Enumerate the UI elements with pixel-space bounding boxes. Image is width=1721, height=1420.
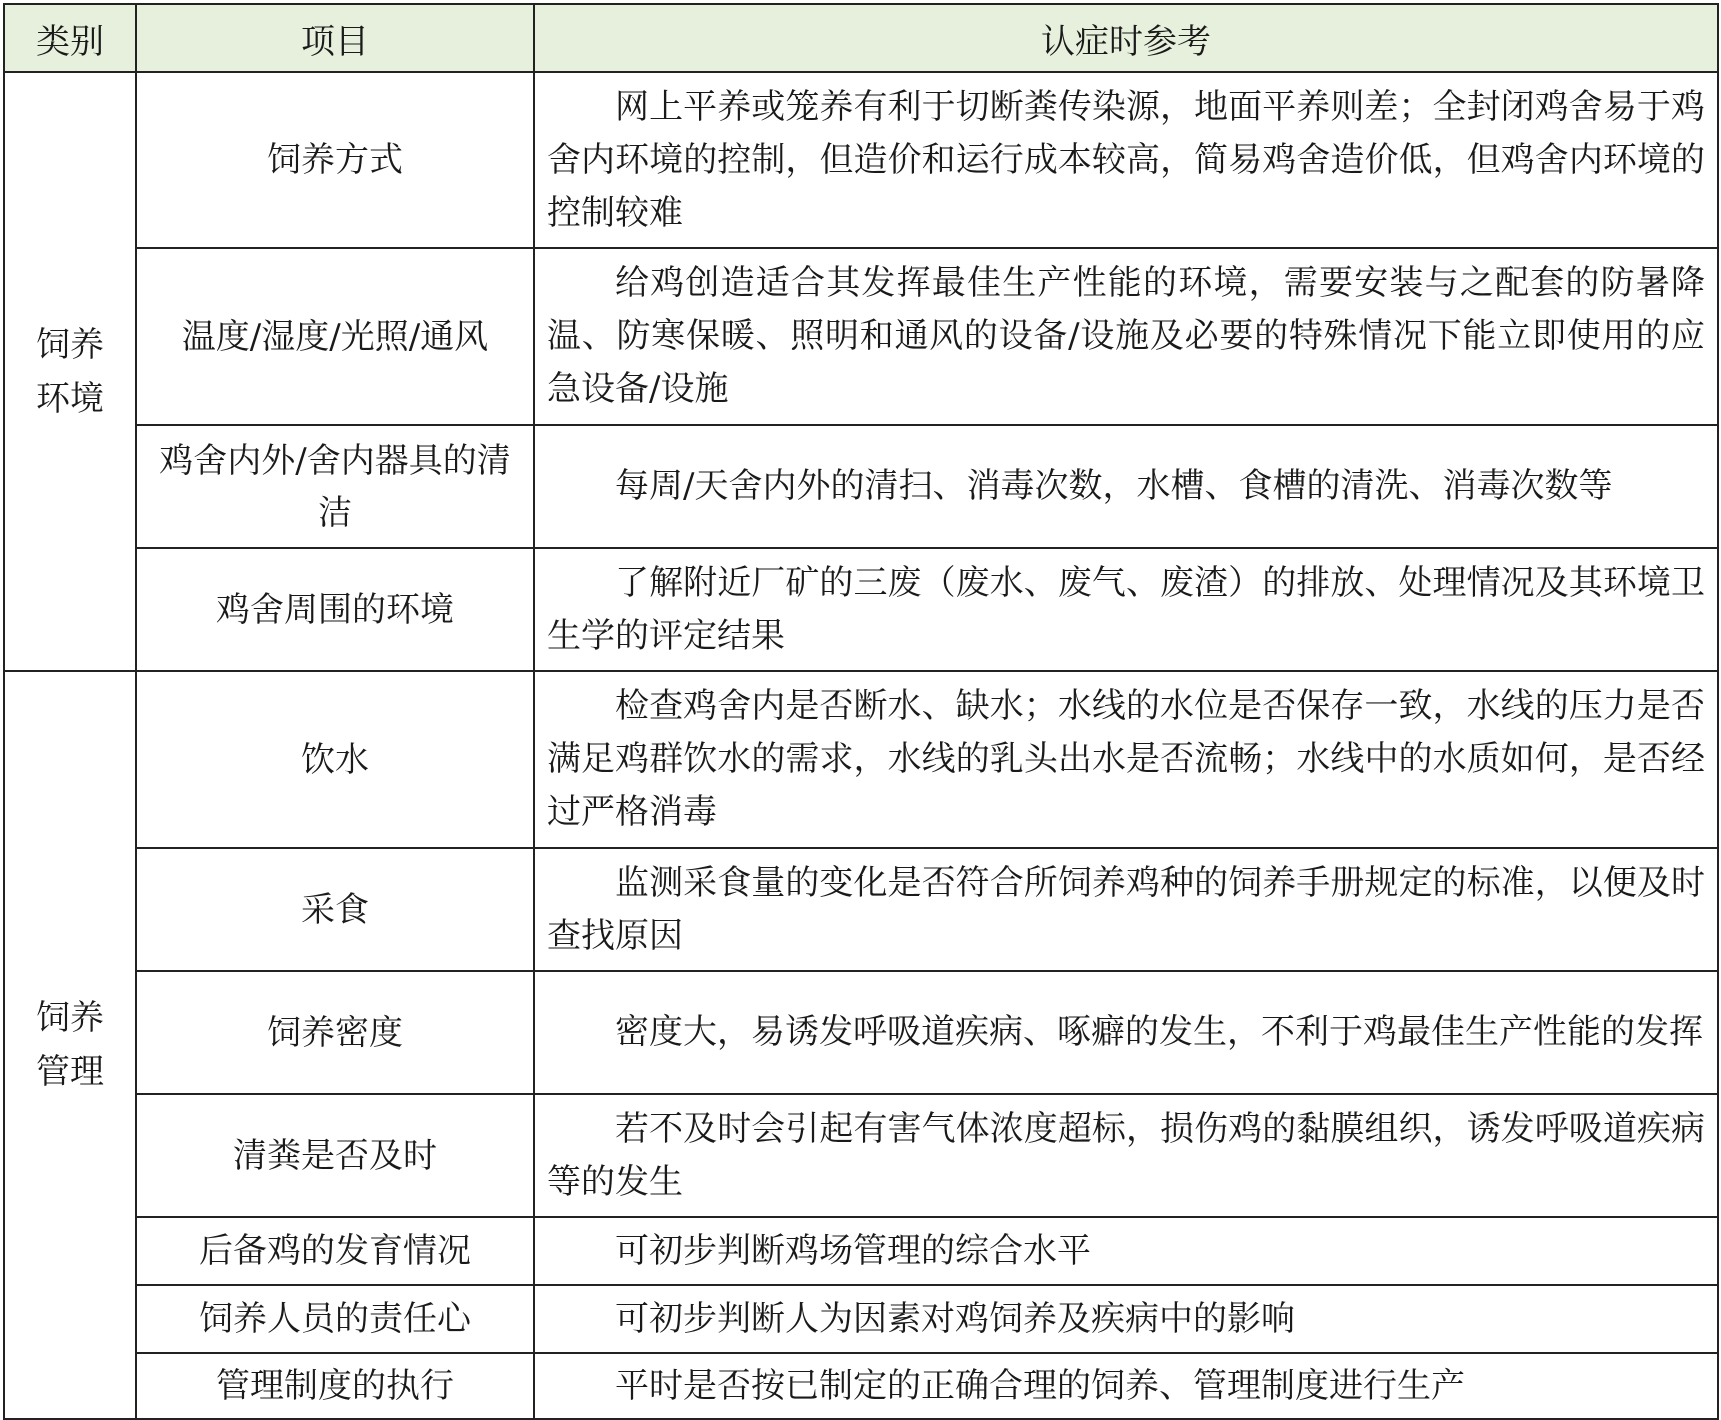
reference-cell bbox=[534, 72, 1718, 248]
reference-cell bbox=[534, 425, 1718, 548]
item-cell: 鸡舍内外/舍内器具的清洁 bbox=[136, 425, 534, 548]
reference-table bbox=[3, 3, 1719, 1420]
reference-text: 若不及时会引起有害气体浓度超标，损伤鸡的黏膜组织，诱发呼吸道疾病等的发生 bbox=[547, 1108, 1705, 1202]
reference-text: 给鸡创造适合其发挥最佳生产性能的环境，需要安装与之配套的防暑降温、防寒保暖、照明和通风的设备/设施及必要的特殊情况下能立即使用的应急设备/设施 bbox=[547, 263, 1705, 409]
item-cell: 饮水 bbox=[136, 671, 534, 848]
table-row bbox=[4, 971, 1718, 1094]
item-cell: 饲养密度 bbox=[136, 971, 534, 1094]
item-cell: 采食 bbox=[136, 848, 534, 971]
table-row bbox=[4, 1285, 1718, 1353]
table-row bbox=[4, 248, 1718, 425]
table-row bbox=[4, 848, 1718, 971]
item-cell: 温度/湿度/光照/通风 bbox=[136, 248, 534, 425]
item-cell: 后备鸡的发育情况 bbox=[136, 1217, 534, 1285]
reference-text: 监测采食量的变化是否符合所饲养鸡种的饲养手册规定的标准，以便及时查找原因 bbox=[547, 862, 1705, 956]
table-row bbox=[4, 1353, 1718, 1419]
reference-cell bbox=[534, 1285, 1718, 1353]
reference-text: 每周/天舍内外的清扫、消毒次数，水槽、食槽的清洗、消毒次数等 bbox=[615, 466, 1613, 506]
reference-text: 可初步判断鸡场管理的综合水平 bbox=[615, 1230, 1091, 1271]
reference-cell bbox=[534, 1217, 1718, 1285]
reference-cell bbox=[534, 248, 1718, 425]
item-cell: 清粪是否及时 bbox=[136, 1094, 534, 1217]
item-cell: 鸡舍周围的环境 bbox=[136, 548, 534, 671]
category-label: 饲养管理 bbox=[35, 998, 104, 1092]
table-row bbox=[4, 548, 1718, 671]
reference-cell bbox=[534, 1094, 1718, 1217]
reference-text: 可初步判断人为因素对鸡饲养及疾病中的影响 bbox=[615, 1298, 1295, 1339]
reference-text: 密度大，易诱发呼吸道疾病、啄癖的发生，不利于鸡最佳生产性能的发挥 bbox=[615, 1012, 1703, 1052]
header-row bbox=[4, 4, 1718, 72]
table-row bbox=[4, 1217, 1718, 1285]
category-label: 饲养环境 bbox=[35, 324, 104, 419]
header-reference: 认症时参考 bbox=[534, 4, 1718, 72]
reference-cell bbox=[534, 548, 1718, 671]
item-cell: 饲养方式 bbox=[136, 72, 534, 248]
table-row bbox=[4, 72, 1718, 248]
table-row bbox=[4, 425, 1718, 548]
table-row bbox=[4, 671, 1718, 848]
reference-cell bbox=[534, 671, 1718, 848]
header-category: 类别 bbox=[4, 4, 136, 72]
category-cell bbox=[4, 72, 136, 671]
reference-text: 检查鸡舍内是否断水、缺水；水线的水位是否保存一致，水线的压力是否满足鸡群饮水的需求，水线的乳头出水是否流畅；水线中的水质如何，是否经过严格消毒 bbox=[547, 686, 1705, 832]
reference-text: 平时是否按已制定的正确合理的饲养、管理制度进行生产 bbox=[615, 1365, 1465, 1406]
item-cell: 管理制度的执行 bbox=[136, 1353, 534, 1419]
category-cell bbox=[4, 671, 136, 1419]
reference-cell bbox=[534, 1353, 1718, 1419]
reference-cell bbox=[534, 971, 1718, 1094]
item-cell: 饲养人员的责任心 bbox=[136, 1285, 534, 1353]
table-row bbox=[4, 1094, 1718, 1217]
reference-cell bbox=[534, 848, 1718, 971]
reference-text: 网上平养或笼养有利于切断粪传染源，地面平养则差；全封闭鸡舍易于鸡舍内环境的控制，但造价和运行成本较高，简易鸡舍造价低，但鸡舍内环境的控制较难 bbox=[547, 86, 1705, 233]
header-item: 项目 bbox=[136, 4, 534, 72]
reference-text: 了解附近厂矿的三废（废水、废气、废渣）的排放、处理情况及其环境卫生学的评定结果 bbox=[547, 562, 1705, 656]
